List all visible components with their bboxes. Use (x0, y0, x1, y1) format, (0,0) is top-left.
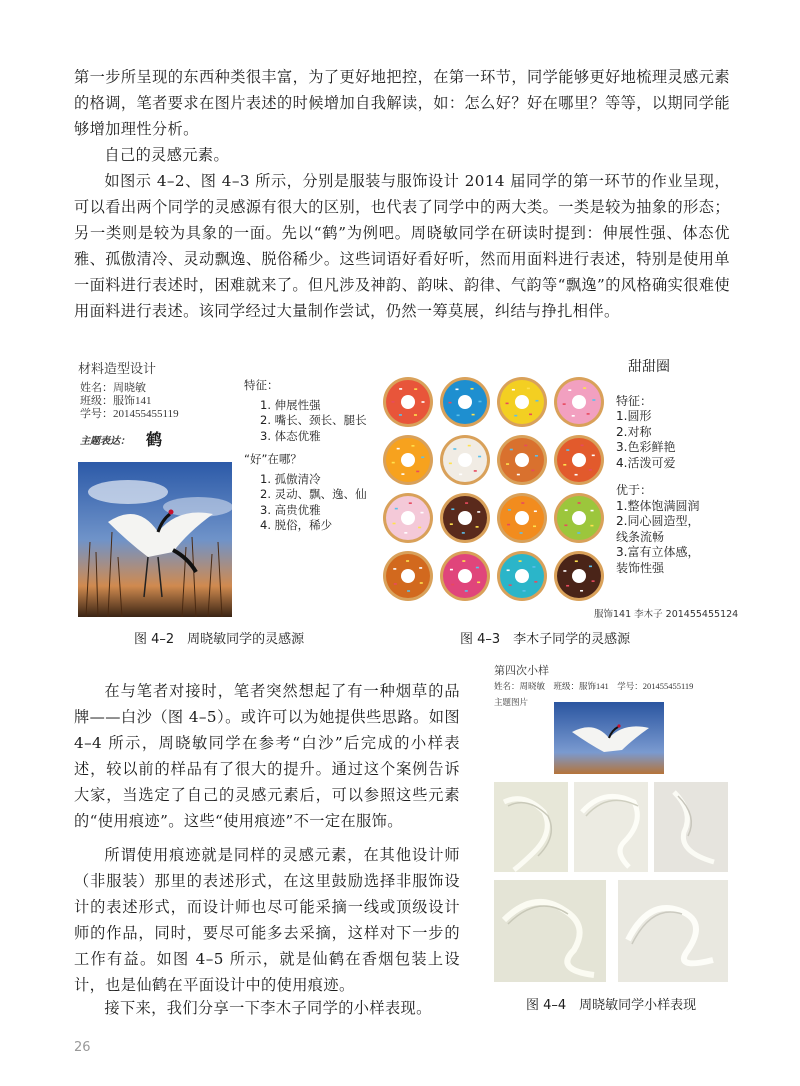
paragraph-6: 接下来，我们分享一下李木子同学的小样表现。 (104, 999, 432, 1017)
paragraph-5: 所谓使用痕迹就是同样的灵感元素，在其他设计师（非服装）那里的表述形式，在这里鼓励选择非服饰设计的表述形式，而设计师也尽可能采摘一线或顶级设计师的作品，同时，要尽可能多去采摘，这样对下一步的工作有益。如图 4–5 所示，就是仙鹤在香烟包装上设计，也是仙鹤在平面设计中的使用痕迹。 (74, 846, 460, 994)
feature-item: 2.对称 (616, 424, 652, 439)
figure-4-3-title: 甜甜圈 (628, 359, 670, 375)
figure-4-4 (494, 662, 734, 988)
good-item: 3. 高贵优雅 (260, 502, 321, 517)
figure-4-2-notes (244, 378, 384, 542)
feature-item: 3.色彩鲜艳 (616, 440, 676, 454)
donut (554, 551, 604, 601)
fabric-sample-4 (494, 880, 606, 982)
donut-photo (380, 374, 608, 604)
features-heading: 特征： (616, 393, 653, 408)
donut (497, 493, 547, 543)
advantage-item: 线条流畅 (616, 529, 665, 544)
figure-4-4-main-label: 主题图片 (494, 697, 529, 707)
donut (554, 493, 604, 543)
figure-4-3 (380, 360, 740, 622)
good-item: 4. 脱俗，稀少 (260, 518, 333, 532)
advantage-item: 1.整体饱满圆润 (616, 498, 700, 513)
figure-4-3-caption: 图 4–3 李木子同学的灵感源 (460, 632, 631, 647)
donut (383, 377, 433, 427)
donut (440, 435, 490, 485)
donut (497, 551, 547, 601)
donut (383, 435, 433, 485)
feature-item: 4.活泼可爱 (616, 455, 676, 470)
figure-4-2 (74, 352, 384, 624)
figure-4-4-info: 姓名：周晓敏 班级：服饰141 学号：201455455119 (494, 681, 694, 691)
fabric-sample-1 (494, 782, 568, 872)
donut (554, 377, 604, 427)
figure-4-3-notes (616, 360, 740, 576)
donut (554, 435, 604, 485)
advantage-item: 2.同心圆造型， (616, 514, 700, 528)
donut (497, 377, 547, 427)
donut (497, 435, 547, 485)
paragraph-1: 第一步所呈现的东西种类很丰富，为了更好地把控，在第一环节，同学能够更好地梳理灵感元素的格调，笔者要求在图片表述的时候增加自我解读，如：怎么好？好在哪里？等等，以期同学能够增加理性分析。 (74, 68, 730, 138)
student-name: 姓名：周晓敏 (80, 382, 146, 394)
page-number: 26 (74, 1040, 91, 1055)
paragraph-2: 自己的灵感元素。 (104, 146, 230, 164)
fabric-sample-5 (618, 880, 728, 982)
feature-item: 1. 伸展性强 (260, 397, 321, 412)
good-item: 2. 灵动、飘、逸、仙 (260, 487, 367, 501)
advantages-heading: 优于： (616, 483, 653, 497)
figure-4-2-caption: 图 4–2 周晓敏同学的灵感源 (134, 632, 305, 647)
good-heading: “好”在哪？ (244, 452, 302, 466)
paragraph-3: 如图示 4–2、图 4–3 所示，分别是服装与服饰设计 2014 届同学的第一环节的作业呈现，可以看出两个同学的灵感源有很大的区别，也代表了同学中的两大类。一类是较为抽象的形态；另一类则是较为具象的一面。先以“鹤”为例吧。周晓敏同学在研读时提到：伸展性强、体态优雅、孤傲清冷、灵动飘逸、脱俗稀少。这些词语好看好听，然而用面料进行表述，特别是使用单一面料进行表述时，困难就来了。但凡涉及神韵、韵味、韵律、气韵等“飘逸”的风格确实很难使用面料进行表述。该同学经过大量制作尝试，仍然一筹莫展，纠结与挣扎相伴。 (74, 172, 730, 320)
theme-value: 鹤 (146, 430, 163, 449)
crane-photo (78, 462, 232, 617)
donut (440, 551, 490, 601)
advantage-item: 装饰性强 (616, 560, 665, 575)
fabric-sample-2 (574, 782, 648, 872)
figure-4-2-title: 材料造型设计 (78, 361, 157, 376)
feature-item: 2. 嘴长、颈长、腿长 (260, 413, 367, 427)
donut (440, 493, 490, 543)
figure-4-4-title: 第四次小样 (494, 665, 549, 677)
figure-4-3-credit: 服饰141 李木子 201455455124 (594, 609, 739, 620)
paragraph-4: 在与笔者对接时，笔者突然想起了有一种烟草的品牌——白沙（图 4–5）。或许可以为她提供些思路。如图 4–4 所示，周晓敏同学在参考“白沙”后完成的小样表述，较以前的样品有了很大的提升。通过这个案例告诉大家，当选定了自己的灵感元素后，可以参照这些元素的“使用痕迹”。这些“使用痕迹”不一定在服饰。 (74, 682, 460, 830)
donut (383, 493, 433, 543)
donut (440, 377, 490, 427)
feature-item: 1.圆形 (616, 409, 652, 423)
feature-item: 3. 体态优雅 (260, 428, 321, 443)
figure-4-4-caption: 图 4–4 周晓敏同学小样表现 (526, 998, 697, 1013)
crane-theme-photo (554, 702, 664, 774)
student-id: 学号：201455455119 (80, 408, 179, 420)
student-class: 班级：服饰141 (80, 395, 152, 407)
theme-label: 主题表达： (80, 436, 130, 447)
advantage-item: 3.富有立体感， (616, 545, 700, 559)
fabric-sample-3 (654, 782, 728, 872)
donut (383, 551, 433, 601)
good-item: 1. 孤傲清冷 (260, 471, 321, 486)
features-heading: 特征： (244, 378, 279, 392)
